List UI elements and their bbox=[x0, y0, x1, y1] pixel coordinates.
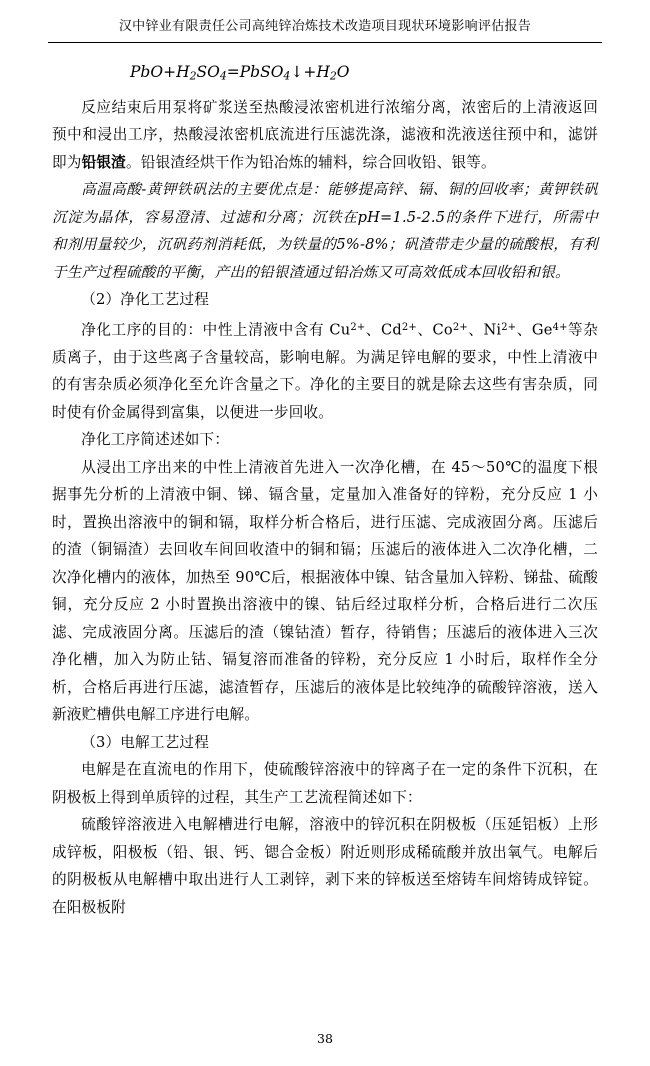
para1-part-b: 。铅银渣经烘干作为铅冶炼的辅料，综合回收铅、银等。 bbox=[125, 153, 496, 171]
paragraph-purification-process: 从浸出工序出来的中性上清液首先进入一次净化槽，在 45～50℃的温度下根据事先分析的上清液中铜、锑、镉含量，定量加入准备好的锌粉，充分反应 1 小时，置换出溶液中的铜和镉，取样分析合格后，进行压滤、完成液固分离。压滤后的渣（铜镉渣）去回收车间回收渣中的铜和镉；压滤后的液体进入二次净化槽，二次净化槽内的液体，加热至 90℃后，根据液体中镍、钴含量加入锌粉、锑盐、硫酸铜，充分反应 2 小时置换出溶液中的镍、钴后经过取样分析，合格后进行二次压滤、完成液固分离。压滤后的渣（镍钴渣）暂存，待销售；压滤后的液体进入三次净化槽，加入为防止钴、镉复溶而准备的锌粉，充分反应 1 小时后，取样作全分析，合格后再进行压滤，滤渣暂存，压滤后的液体是比较纯净的硫酸锌溶液，送入新液贮槽供电解工序进行电解。 bbox=[52, 458, 598, 724]
para4-sup-co: 2+ bbox=[452, 321, 468, 333]
para4-part-e: 、Ge bbox=[516, 321, 553, 339]
paragraph-section-electrolysis-heading: （3）电解工艺过程 bbox=[81, 733, 210, 751]
equation-product-sub: 4 bbox=[283, 69, 291, 83]
equation-water-sub: 2 bbox=[329, 69, 337, 83]
equation-lhs-compound: PbO bbox=[130, 63, 164, 82]
para4-part-f: 等杂质离子，由于这些离子含量较高，影响电解。为满足锌电解的要求，中性上清液中的有害杂质必须净化至允许含量之下。净化的主要目的就是除去这些有害杂质，同时使有价金属得到富集，以便进一步回收。 bbox=[52, 321, 598, 421]
paragraph-purification-purpose bbox=[52, 314, 598, 426]
para4-sup-cu: 2+ bbox=[350, 321, 366, 333]
para1-part-a: 反应结束后用泵将矿浆送至热酸浸浓密机进行浓缩分离，浓密后的上清液返回预中和浸出工序，热酸浸浓密机底流进行压滤洗涤，滤液和洗液送往预中和，滤饼即为 bbox=[52, 98, 598, 171]
para4-sup-ge: 4+ bbox=[552, 321, 568, 333]
para4-sup-ni: 2+ bbox=[501, 321, 517, 333]
equation-plus-2: + bbox=[303, 63, 317, 82]
paragraph-electrolysis-definition: 电解是在直流电的作用下，使硫酸锌溶液中的锌离子在一定的条件下沉积，在阴极板上得到单质锌的过程，其生产工艺流程简述如下： bbox=[52, 761, 598, 806]
paragraph-jarosite-advantages: 高温高酸-黄钾铁矾法的主要优点是：能够提高锌、镉、铜的回收率；黄钾铁矾沉淀为晶体，容易澄清、过滤和分离；沉铁在pH=1.5-2.5的条件下进行，所需中和剂用量较少，沉矾药剂消耗低，为铁量的5%-8%；矾渣带走少量的硫酸根，有利于生产过程硫酸的平衡，产出的铅银渣通过铅冶炼又可高效低成本回收铅和银。 bbox=[52, 181, 598, 281]
document-body bbox=[52, 43, 598, 921]
para4-part-b: 、Cd bbox=[365, 321, 402, 339]
equation-water-h: H bbox=[316, 63, 330, 82]
paragraph-electrolysis-process: 硫酸锌溶液进入电解槽进行电解，溶液中的锌沉积在阴极板（压延铝板）上形成锌板，阳极板（铅、银、钙、锶合金板）附近则形成稀硫酸并放出氧气。电解后的阴极板从电解槽中取出进行人工剥锌，剥下来的锌板送至熔铸车间熔铸成锌锭。在阳极板附 bbox=[52, 816, 598, 916]
para4-part-d: 、Ni bbox=[467, 321, 502, 339]
paragraph-purification-intro: 净化工序简述述如下： bbox=[81, 431, 230, 449]
paragraph-section-purification-heading: （2）净化工艺过程 bbox=[81, 291, 210, 309]
page-footer bbox=[0, 1031, 650, 1046]
equation-acid-sub1: 2 bbox=[189, 69, 197, 83]
equation-plus-1: + bbox=[163, 63, 177, 82]
page-number: 38 bbox=[317, 1031, 333, 1046]
para1-emphasis-lead-silver-slag: 铅银渣 bbox=[81, 153, 126, 171]
equation-water-o: O bbox=[336, 63, 350, 82]
equation-equals: = bbox=[226, 63, 240, 82]
equation-acid-sub2: 4 bbox=[219, 69, 227, 83]
page-header bbox=[52, 18, 598, 42]
chemical-equation bbox=[52, 57, 598, 92]
para4-sup-cd: 2+ bbox=[401, 321, 417, 333]
paragraph-leach-residue bbox=[52, 94, 598, 177]
precipitate-arrow-icon: ↓ bbox=[290, 63, 304, 82]
para4-part-a: 净化工序的目的：中性上清液中含有 Cu bbox=[81, 321, 351, 339]
para4-part-c: 、Co bbox=[416, 321, 453, 339]
equation-product: PbSO bbox=[239, 63, 284, 82]
equation-acid-so: SO bbox=[196, 63, 220, 82]
equation-acid-h: H bbox=[176, 63, 190, 82]
header-title: 汉中锌业有限责任公司高纯锌冶炼技术改造项目现状环境影响评估报告 bbox=[118, 19, 532, 34]
